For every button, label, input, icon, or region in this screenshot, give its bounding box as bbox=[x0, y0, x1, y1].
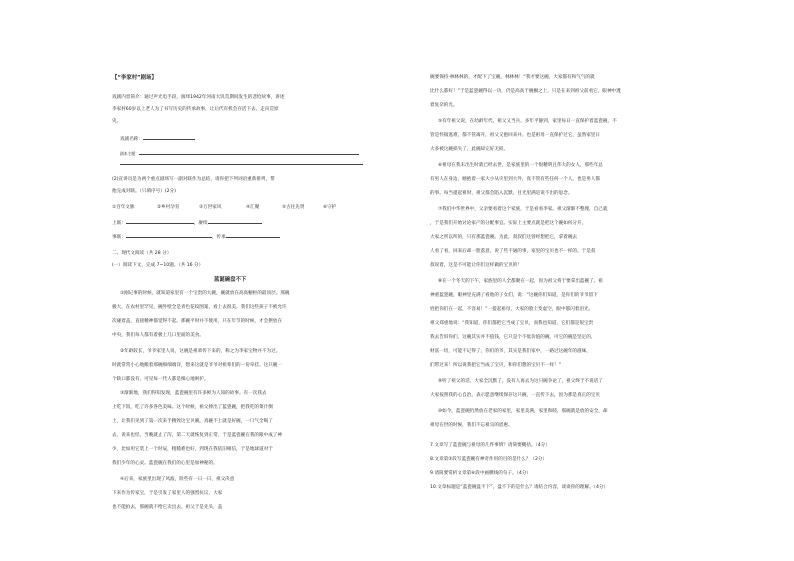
drama-name-row bbox=[120, 138, 195, 143]
paragraph-line: ⑥祖母在我未出生时就已经去世，是家族里的一个很精明且伟大的女人，那些年总 bbox=[438, 163, 603, 168]
option: ①百年文脉 bbox=[112, 205, 135, 210]
intro-line: 史。 bbox=[112, 119, 122, 124]
paragraph-line: 碗要保持·林林林的，才配下了宝碗，林林林！“我才要这碗，大家都有和气气的就 bbox=[430, 75, 595, 80]
couplet-up-label: 上联： bbox=[112, 221, 126, 226]
couplet-down-blank-2[interactable] bbox=[226, 237, 280, 238]
question-7: 7.文章写了蓝瓷碗与祖母的几件事情？请简要概括。（4分） bbox=[430, 443, 550, 448]
paragraph-line: ④后来，家族里出现了风波，险些有一日一日，祖父决意 bbox=[120, 477, 235, 482]
option: ⑥守护 bbox=[323, 205, 337, 210]
paragraph-line: 姓把你们在一起，不容易！”一提起祖母，大家的脸上变虚空，眼中都闪着泪光。 bbox=[430, 307, 594, 312]
couplet-down-mid: ，传承 bbox=[211, 235, 226, 240]
intro-line: 李家村60岁以上老人为了书写历史的传承故事，让后代有机会存活下去，走向荒原 bbox=[112, 107, 279, 112]
paragraph-line: 上吃下饭，吃了许多各色美味。这个时候，祖父捧出了蓝瓷碗，把我吃的菜汁倒 bbox=[112, 405, 273, 410]
section-title: 二、现代文阅读（共 28 分） bbox=[112, 251, 172, 256]
paragraph-line: 祖母在世的时候，我们不忘祖宗的恩惠。 bbox=[430, 423, 513, 428]
paragraph-line: ③渐渐地，我们得知发现，蓝瓷碗里有许多鲜为人知的故事。有一次我去 bbox=[120, 391, 267, 396]
paragraph-line: 人看了看，回来后却一脸落意，说了些不通的事，家里的宝贝也不一样的。于是叔 bbox=[430, 249, 596, 254]
paragraph-line: ①刚记事的时候，就知道家里有一个宝贵的大碗，碗就放在高高橱柜的最顶层。那碗 bbox=[120, 291, 290, 296]
question-8: 8.文章第③段写蓝瓷碗有神奇作用的目的是什么？（2分） bbox=[430, 457, 548, 462]
paragraph-line: 少，比如用它装上一个时辰，粗糙难也好，到现在我依旧相信，于是地球道对于 bbox=[112, 447, 273, 452]
paragraph-line: 祖父郑重地说：“我知道，你们都把它当成了宝贝，而我也知道，它们都是很宝贵 bbox=[430, 321, 594, 326]
paragraph-line: ⑦我们中华世界中，父亲要看着这个家族，于是看看李家。祖父渐渐不整理，自己就 bbox=[438, 207, 608, 212]
paragraph-line: 财富一切，可能不记得了，你们的爷，其实是我们家中，一路过这碗年的滋味， bbox=[430, 349, 591, 354]
paragraph-line: 大多被这碗损失了，此碗却完好无损。 bbox=[430, 147, 509, 152]
couplet-up-blank-1[interactable] bbox=[126, 223, 194, 224]
paragraph-line: 时就常常小心地搬着那碗细细端详，想来这就是爷爷对祖辈们的一份牵挂。这只碗一 bbox=[112, 363, 282, 368]
paragraph-line: ⑤有年祖父说，在幼龄年代，祖父又当兵，多年平静到，家里每日一直保护着蓝瓷碗，不 bbox=[438, 119, 617, 124]
paragraph-line: 的事。每当提起祖时，祖父都会陷入沉默，目光里满是说不出的思念。 bbox=[430, 191, 573, 196]
couplet-up-mid: ，赓续 bbox=[193, 221, 208, 226]
question-2-line: (2)宣讲员是为两个重点剧场写一副对联作为总结，请你把下列词语重新排列，帮 bbox=[112, 177, 275, 182]
couplet-down-label: 事联： bbox=[112, 235, 126, 240]
paragraph-line: 也不能拍去，那碗就不给它卖出去。祖父于是先头，盖 bbox=[112, 505, 223, 510]
drama-name-blank[interactable] bbox=[143, 139, 195, 140]
paragraph-line: ②年龄较长，爷爷家里人说，这碗是祖辈传下来的，称之为李家宝物并不为过。 bbox=[120, 349, 281, 354]
paragraph-line: 叔说着，这是不可能让你们这样做的宝贝的！ bbox=[430, 263, 522, 268]
intro-line: 戏剧内容简介：通过声光电手段，演绎1942年河南大饥荒期间发生的悲怆故事，讲述 bbox=[112, 95, 285, 100]
paragraph-line: 管是怀揣逃难，都不管离开，祖父又抱回来并。也是祖母一直保护过它，虽然家里日 bbox=[430, 133, 600, 138]
paragraph-line: ⑧在一个冬天的下午，家族里的人全都聚在一起，因为祖父将于要拿出蓝碗了。祖 bbox=[438, 279, 603, 284]
couplet-up bbox=[112, 222, 262, 227]
paragraph-line: 比什么都好！”于是蓝瓷碗得以一功，仍是高高于碗橱之上，只是在来到祖父前看它，眼神中透 bbox=[430, 89, 621, 94]
drama-name-label: 戏剧名称： bbox=[120, 137, 143, 142]
paragraph-line: 神重蓝瓷碗，眼神里充满了看他的子女们，说：“这碗你们知道，是你们的爷爷留下 bbox=[430, 293, 598, 298]
question-10: 10.文章标题是“蓝瓷碗盘不下”，盘不下的是什么？请结合内容，谈谈你的理解。（4分） bbox=[430, 485, 609, 490]
paragraph-line: 次碰着盖，直接精神都觉得不起。那碗平时并不使用，只在年节的时候，才会摆放在 bbox=[112, 319, 282, 324]
paragraph-line: 去，说来也怪，当晚就止了泻，第二天就恢复到正常，于是蓝瓷碗在我的眼中成了神 bbox=[112, 433, 282, 438]
paragraph-line: ，于是我们开始讨论家产的分配事宜。实际上主要点就是把这个碗如何分开， bbox=[430, 221, 587, 226]
paragraph-line: 着复杂的光。 bbox=[430, 103, 458, 108]
paragraph-line: 们带过来！所以说我把它当成了宝贝，和你们想的宝贝不一样！” bbox=[430, 363, 562, 368]
paragraph-line: 我去告诉你们，这碗其实并不值钱，它只是个不低价值的碗，可它的碗是坚定的， bbox=[430, 335, 596, 340]
paragraph-line: 有男人在身边，她抱着一家大小从灾里到大外，真不管有些任何一个人，也是男人都 bbox=[430, 177, 600, 182]
blank-line[interactable] bbox=[120, 164, 363, 165]
theme-blank[interactable] bbox=[139, 154, 359, 155]
question-9: 9.请简要赏析文章第⑥段中画横线的句子。（4分） bbox=[430, 471, 532, 476]
couplet-down-blank-1[interactable] bbox=[126, 237, 212, 238]
paragraph-line: 我们少年的心灵。蓝瓷碗在我们的心里是加神秘的。 bbox=[112, 461, 218, 466]
paragraph-line: 下来作为传家宝，于是引发了家里人的强烈抗议，大家 bbox=[112, 491, 223, 496]
paragraph-line: 个缺口都没有，可见每一代人都是细心地呵护。 bbox=[112, 377, 209, 382]
option: ③万世家风 bbox=[199, 205, 222, 210]
section-header: 【“李家村”剧场】 bbox=[112, 75, 157, 81]
paragraph-line: 土，让我们见到了第一次来手精致这宝贝碗，真碗不上就是好碗，一口气全喝了 bbox=[112, 419, 273, 424]
paragraph-line: 极大，在农村里罕见，碗外壁全是青色花纹图案，看上去很美。我们这些孩子不被允许 bbox=[112, 305, 287, 310]
theme-row bbox=[120, 152, 359, 156]
couplet-up-blank-2[interactable] bbox=[208, 223, 262, 224]
paragraph-line: ⑨听了祖父的话，大家全沉默了，没有人再去为这只碗争论了，祖父终于不说话了 bbox=[438, 379, 603, 384]
paragraph-line: ⑩如今，蓝瓷碗仍然放在老家的家里，家里美满，家里和睦，那碗就是放的安全，却 bbox=[438, 409, 608, 414]
theme-label: 剧本主题： bbox=[120, 151, 139, 156]
paragraph-line: 大家之所以所的，只有那蓝瓷碗。为此，叔叔们还曾经想把它，拿着碗去 bbox=[430, 235, 578, 240]
question-2-line: 他完成对联。（只填序号）(2分) bbox=[112, 189, 176, 194]
paragraph-line: 大家按照我的心自治，表示愿意继续保存这只碗，一直传下去，因为那是真正的宝贝 bbox=[430, 393, 600, 398]
option: ④汇聚 bbox=[246, 205, 260, 210]
article-title: 蓝诞碗盘不下 bbox=[214, 277, 247, 283]
sub-title: (一）阅读下文，完成 7~10题。（共 16 分） bbox=[112, 263, 204, 268]
couplet-down bbox=[112, 236, 280, 241]
option: ⑤古往先贤 bbox=[282, 205, 305, 210]
option: ②乡村孕育 bbox=[157, 205, 180, 210]
paragraph-line: 中央，我们每人都有着极上几口里面的美食。 bbox=[112, 333, 204, 338]
